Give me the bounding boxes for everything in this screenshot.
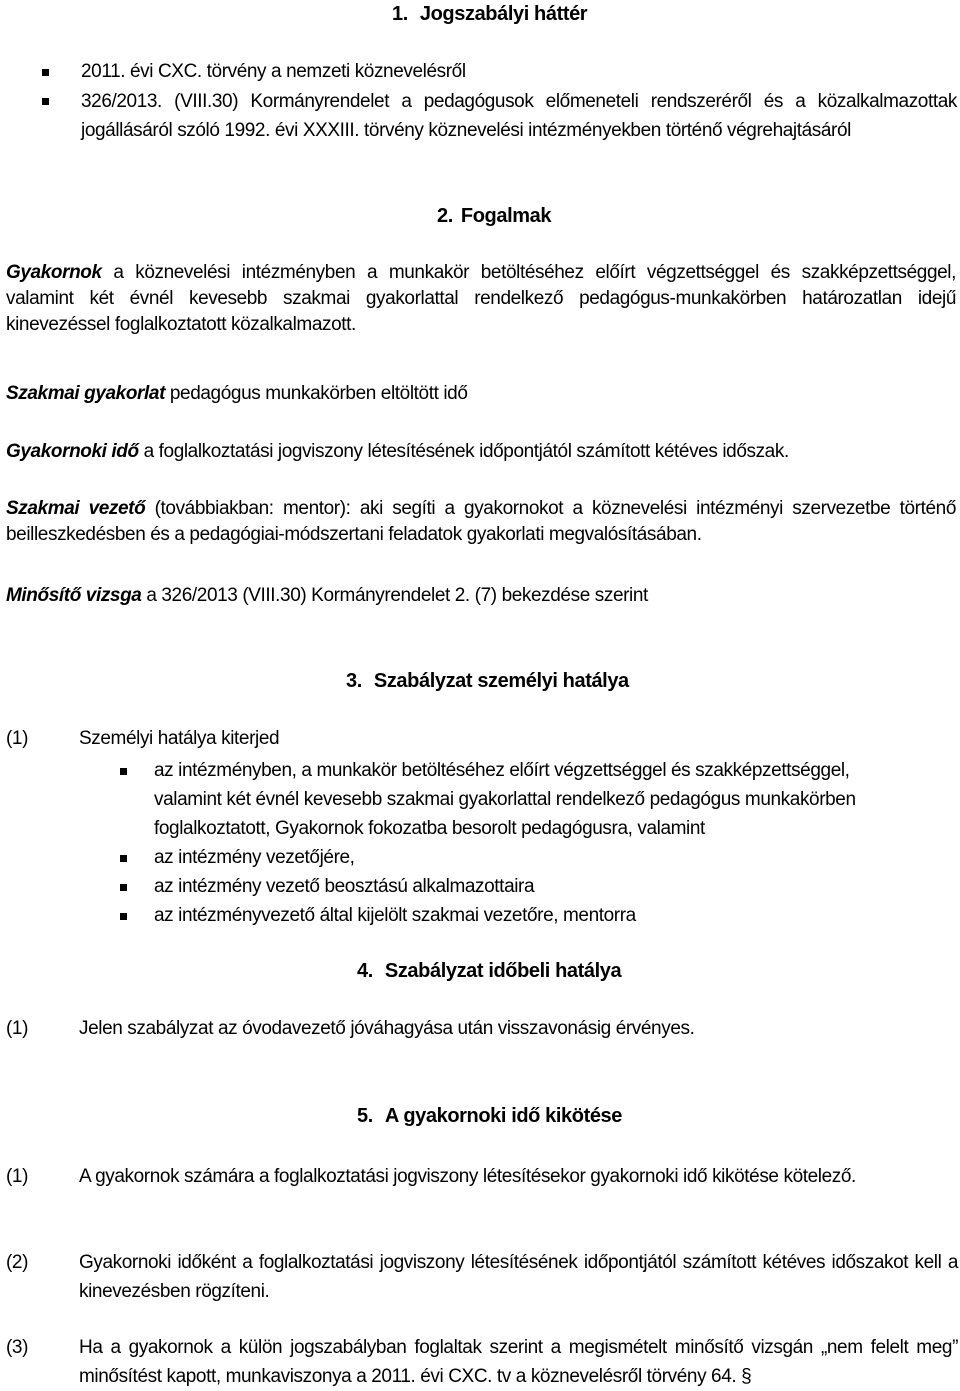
section-5-number: 5.: [357, 1105, 373, 1127]
definition-term: Gyakornok: [6, 262, 102, 283]
definition-text: a 326/2013 (VIII.30) Kormányrendelet 2. (7) bekezdése szerint: [141, 585, 648, 606]
bullet-text: 326/2013. (VIII.30) Kormányrendelet a pedagógusok előmeneteli rendszeréről és a közalkalmazottak jogállásáról szóló 1992. évi XXXIII. törvény köznevelési intézményekben történő végrehajtásáról: [81, 91, 957, 141]
definition-minosito-vizsga: [6, 583, 956, 609]
item-label: (1): [6, 1166, 29, 1187]
item-text: Jelen szabályzat az óvodavezető jóváhagyása után visszavonásig érvényes.: [79, 1018, 695, 1039]
section-1-title: Jogszabályi háttér: [419, 3, 588, 25]
bullet-text: 2011. évi CXC. törvény a nemzeti köznevelésről: [81, 61, 466, 82]
section-4-title: Szabályzat időbeli hatálya: [384, 960, 622, 982]
section-2-title: Fogalmak: [460, 205, 552, 227]
section-5-title: A gyakornoki idő kikötése: [384, 1105, 623, 1127]
item-text: A gyakornok számára a foglalkoztatási jogviszony létesítésekor gyakornoki idő kikötése kötelező.: [79, 1166, 856, 1187]
bullet-text: foglalkoztatott, Gyakornok fokozatba besorolt pedagógusra, valamint: [154, 818, 705, 839]
definition-szakmai-vezeto: [6, 496, 956, 548]
definition-text: a köznevelési intézményben a munkakör betöltéséhez előírt végzettséggel és szakképzettséggel, valamint két évnél kevesebb szakmai gyakorlattal rendelkező pedagógus-munkakörben határozatlan idejű kinevezéssel foglalkoztatott közalkalmazott.: [6, 262, 956, 335]
section-2-number: 2.: [437, 205, 453, 227]
section-3-heading: [346, 670, 629, 693]
definition-term: Gyakornoki idő: [6, 441, 139, 462]
section-1-number: 1.: [392, 3, 408, 25]
bullet-text: valamint két évnél kevesebb szakmai gyakorlattal rendelkező pedagógus munkakörben: [154, 789, 856, 810]
bullet-text: az intézmény vezetőjére,: [154, 847, 355, 868]
item-label: (1): [6, 728, 29, 749]
definition-gyakornoki-ido: [6, 439, 956, 465]
bullet-text: az intézmény vezető beosztású alkalmazottaira: [154, 876, 535, 897]
section-1-bullet-2: [42, 88, 957, 146]
bullet-square-icon: [120, 913, 127, 920]
bullet-text: az intézményben, a munkakör betöltéséhez előírt végzettséggel és szakképzettséggel,: [154, 760, 850, 781]
definition-text: a foglalkoztatási jogviszony létesítésének időpontjától számított kétéves időszak.: [138, 441, 789, 462]
section-4-number: 4.: [357, 960, 373, 982]
section-1-heading: [392, 3, 587, 26]
section-3-title: Szabályzat személyi hatálya: [373, 670, 629, 692]
item-label: (2): [6, 1252, 29, 1273]
section-4-heading: [357, 960, 621, 983]
definition-text: (továbbiakban: mentor): aki segíti a gyakornokot a köznevelési intézményi szervezetbe történő beilleszkedésben és a pedagógiai-módszertani feladatok gyakorlati megvalósításában.: [6, 498, 956, 545]
definition-term: Minősítő vizsga: [6, 585, 142, 606]
bullet-square-icon: [120, 768, 127, 775]
section-2-heading: [437, 205, 551, 228]
section-3-number: 3.: [346, 670, 362, 692]
bullet-text: az intézményvezető által kijelölt szakmai vezetőre, mentorra: [154, 905, 636, 926]
section-5-heading: [357, 1105, 622, 1128]
bullet-square-icon: [120, 855, 127, 862]
item-label: (1): [6, 1018, 29, 1039]
bullet-square-icon: [42, 69, 49, 76]
item-text: Gyakornoki időként a foglalkoztatási jogviszony létesítésének időpontjától számított kétéves időszakot kell a kinevezésben rögzíteni.: [79, 1252, 958, 1302]
definition-term: Szakmai gyakorlat: [6, 383, 166, 404]
item-text: Személyi hatálya kiterjed: [79, 728, 280, 749]
bullet-square-icon: [42, 98, 49, 105]
bullet-square-icon: [120, 884, 127, 891]
definition-text: pedagógus munkakörben eltöltött idő: [165, 383, 468, 404]
definition-szakmai-gyakorlat: [6, 381, 956, 407]
item-label: (3): [6, 1337, 29, 1358]
definition-term: Szakmai vezető: [6, 498, 146, 519]
definition-gyakornok: [6, 260, 956, 338]
item-text: Ha a gyakornok a külön jogszabályban foglaltak szerint a megismételt minősítő vizsgán „nem felelt meg” minősítést kapott, munkaviszonya a 2011. évi CXC. tv a köznevelésről törvény 64. §: [79, 1337, 958, 1387]
